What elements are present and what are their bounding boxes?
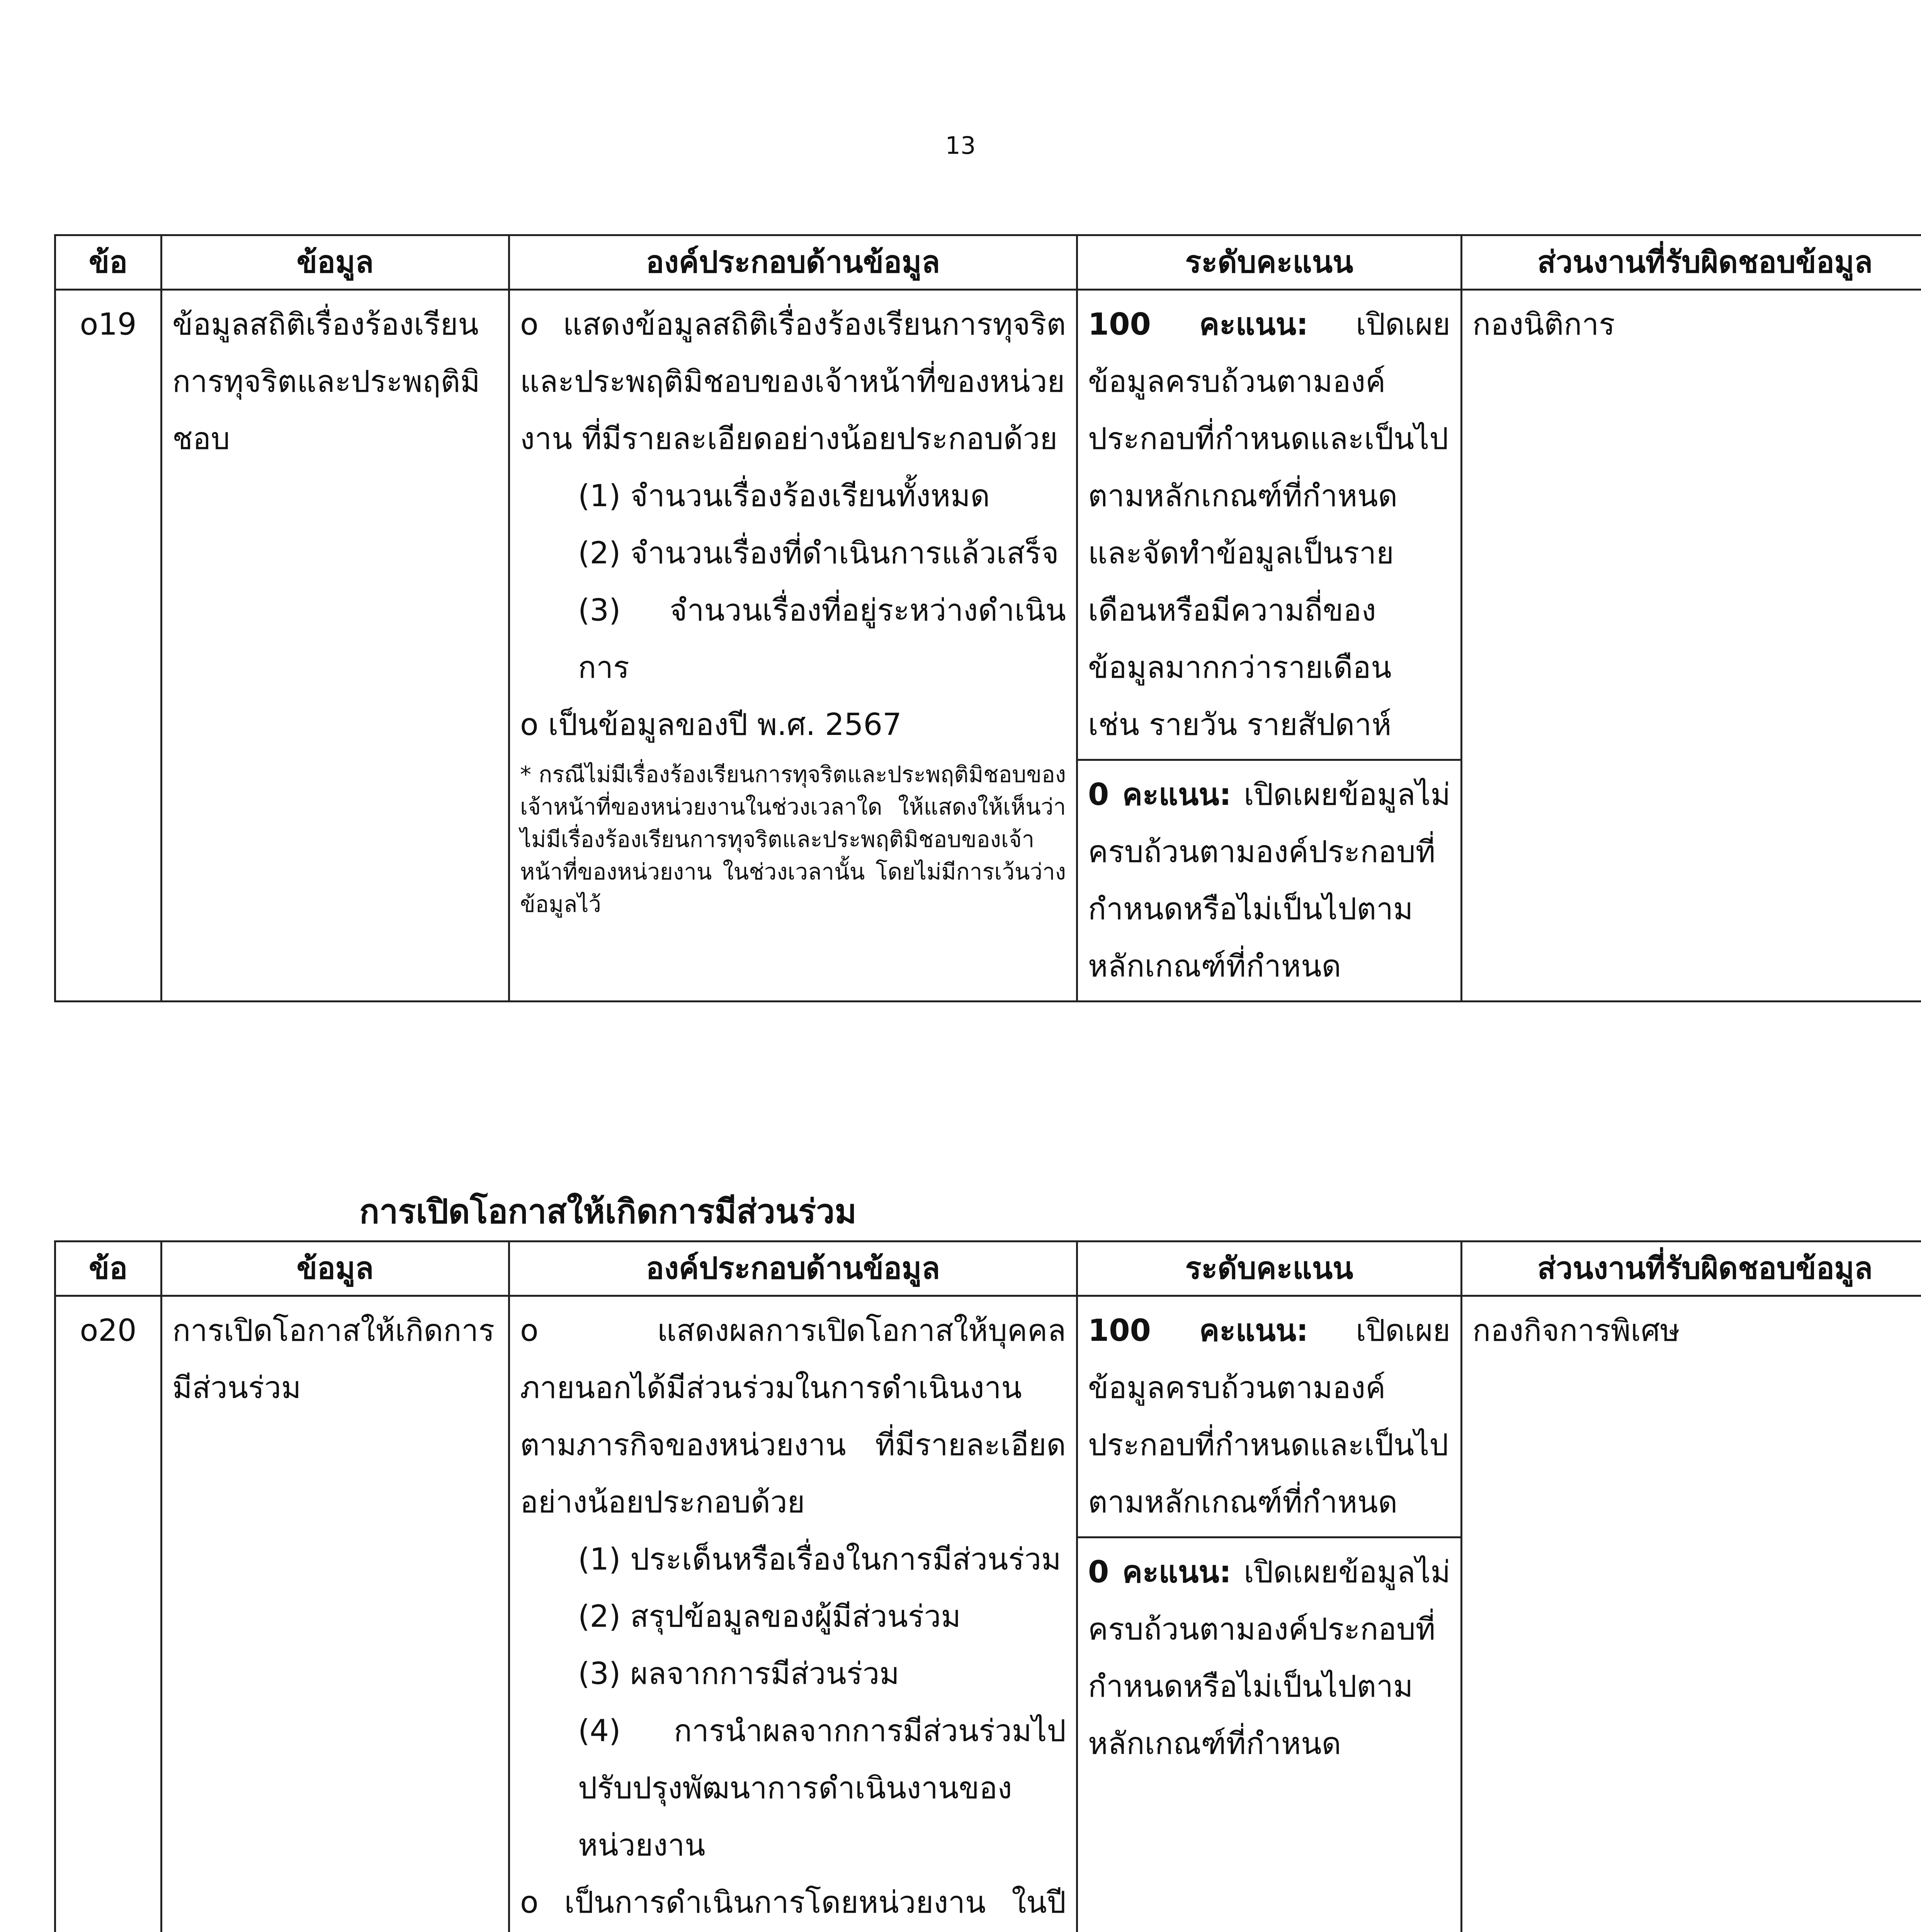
header-components: องค์ประกอบด้านข้อมูล xyxy=(509,235,1077,290)
score-0 xyxy=(1078,759,1460,995)
row-components xyxy=(509,290,1077,1002)
component-year: o เป็นการดำเนินการโดยหน่วยงาน ในปี xyxy=(520,1885,1066,1920)
score-100 xyxy=(1088,296,1450,753)
component-item: (1) ประเด็นหรือเรื่องในการมีส่วนร่วม xyxy=(578,1542,1061,1577)
score-0-text: เปิดเผยข้อมูลไม่ครบถ้วนตามองค์ประกอบที่กำหนดหรือไม่เป็นไปตามหลักเกณฑ์ที่กำหนด xyxy=(1088,1555,1451,1761)
header-components: องค์ประกอบด้านข้อมูล xyxy=(509,1242,1077,1296)
criteria-table-o20 xyxy=(54,1240,1921,1932)
row-owner: กองกิจการพิเศษ xyxy=(1462,1296,1921,1932)
score-0-label: 0 คะแนน: xyxy=(1088,777,1231,812)
row-owner: กองนิติการ xyxy=(1462,290,1921,1002)
row-no: o19 xyxy=(55,290,162,1002)
component-item: (3) จำนวนเรื่องที่อยู่ระหว่างดำเนินการ xyxy=(578,593,1066,685)
row-info: ข้อมูลสถิติเรื่องร้องเรียนการทุจริตและประพฤติมิชอบ xyxy=(162,290,509,1002)
header-owner: ส่วนงานที่รับผิดชอบข้อมูล xyxy=(1462,235,1921,290)
header-no: ข้อ xyxy=(55,1242,162,1296)
score-100-label: 100 คะแนน: xyxy=(1088,1313,1309,1348)
header-score: ระดับคะแนน xyxy=(1077,1242,1462,1296)
table-header-row xyxy=(55,235,1921,290)
row-score xyxy=(1077,1296,1462,1932)
score-0-text: เปิดเผยข้อมูลไม่ครบถ้วนตามองค์ประกอบที่กำหนดหรือไม่เป็นไปตามหลักเกณฑ์ที่กำหนด xyxy=(1088,777,1451,984)
row-info: การเปิดโอกาสให้เกิดการมีส่วนร่วม xyxy=(162,1296,509,1932)
component-item: (2) จำนวนเรื่องที่ดำเนินการแล้วเสร็จ xyxy=(578,536,1059,571)
component-item: (2) สรุปข้อมูลของผู้มีส่วนร่วม xyxy=(578,1599,961,1634)
row-no: o20 xyxy=(55,1296,162,1932)
table-header-row xyxy=(55,1242,1921,1296)
row-score xyxy=(1077,290,1462,1002)
header-owner: ส่วนงานที่รับผิดชอบข้อมูล xyxy=(1462,1242,1921,1296)
score-100-text: เปิดเผยข้อมูลครบถ้วนตามองค์ประกอบที่กำหนดและเป็นไปตามหลักเกณฑ์ที่กำหนด และจัดทำข้อมูลเป็นรายเดือนหรือมีความถี่ของข้อมูลมากกว่ารายเดือน เช่น รายวัน รายสัปดาห์ xyxy=(1088,307,1451,742)
component-intro: o แสดงข้อมูลสถิติเรื่องร้องเรียนการทุจริตและประพฤติมิชอบของเจ้าหน้าที่ของหน่วยงาน ที่มีรายละเอียดอย่างน้อยประกอบด้วย xyxy=(520,307,1066,456)
score-0 xyxy=(1078,1536,1460,1772)
score-100 xyxy=(1088,1302,1450,1531)
table-row xyxy=(55,290,1921,1002)
row-components xyxy=(509,1296,1077,1932)
header-info: ข้อมูล xyxy=(162,235,509,290)
score-0-label: 0 คะแนน: xyxy=(1088,1555,1231,1590)
table-row xyxy=(55,1296,1921,1932)
component-year: o เป็นข้อมูลของปี พ.ศ. 2567 xyxy=(520,707,902,742)
section-heading: การเปิดโอกาสให้เกิดการมีส่วนร่วม xyxy=(359,1192,857,1231)
component-intro: o แสดงผลการเปิดโอกาสให้บุคคลภายนอกได้มีส่วนร่วมในการดำเนินงานตามภารกิจของหน่วยงาน ที่มีรายละเอียดอย่างน้อยประกอบด้วย xyxy=(520,1313,1066,1520)
component-note: * กรณีไม่มีเรื่องร้องเรียนการทุจริตและประพฤติมิชอบของเจ้าหน้าที่ของหน่วยงานในช่วงเวลาใด ให้แสดงให้เห็นว่าไม่มีเรื่องร้องเรียนการทุจริตและประพฤติมิชอบของเจ้าหน้าที่ของหน่วยงาน ในช่วงเวลานั้น โดยไม่มีการเว้นว่างข้อมูลไว้ xyxy=(520,761,1066,917)
component-item: (3) ผลจากการมีส่วนร่วม xyxy=(578,1656,899,1691)
component-item: (4) การนำผลจากการมีส่วนร่วมไปปรับปรุงพัฒนาการดำเนินงานของหน่วยงาน xyxy=(578,1714,1066,1863)
score-100-text: เปิดเผยข้อมูลครบถ้วนตามองค์ประกอบที่กำหนดและเป็นไปตามหลักเกณฑ์ที่กำหนด xyxy=(1088,1313,1451,1520)
criteria-table-o19 xyxy=(54,234,1921,1002)
header-score: ระดับคะแนน xyxy=(1077,235,1462,290)
score-100-label: 100 คะแนน: xyxy=(1088,307,1309,342)
page-number: 13 xyxy=(945,131,976,160)
header-no: ข้อ xyxy=(55,235,162,290)
component-item: (1) จำนวนเรื่องร้องเรียนทั้งหมด xyxy=(578,479,990,514)
header-info: ข้อมูล xyxy=(162,1242,509,1296)
